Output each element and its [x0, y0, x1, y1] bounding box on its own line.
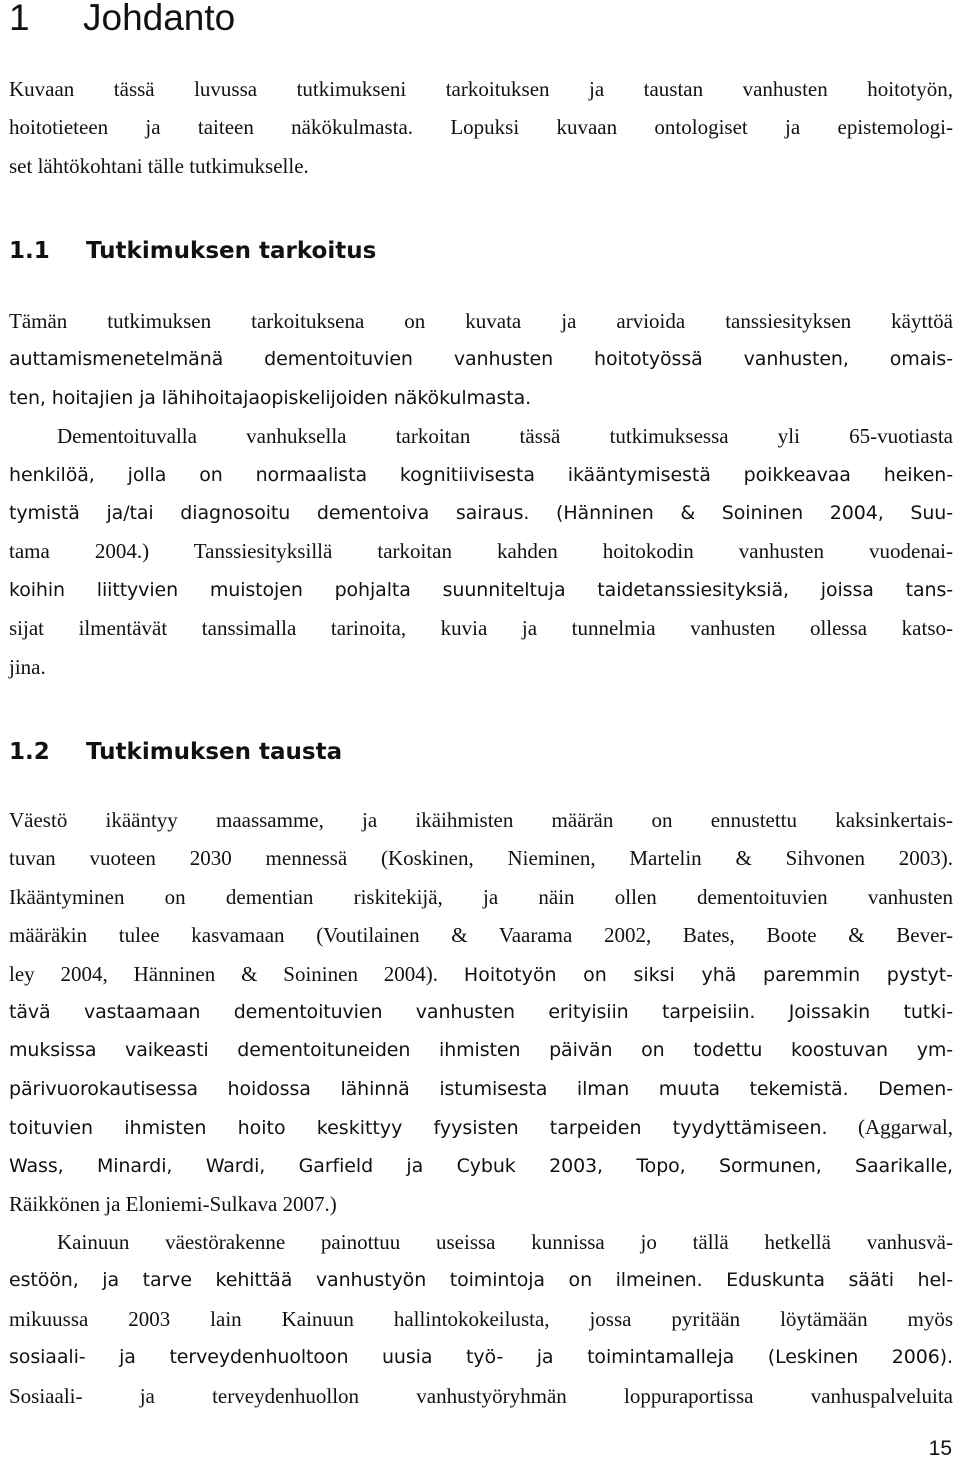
section-heading-1-1: [9, 236, 376, 266]
text-segment: Eduskunta sääti hel-: [726, 1269, 953, 1292]
chapter-title: Johdanto: [83, 0, 236, 38]
page-number: 15: [928, 1437, 952, 1460]
text-segment: (Aggarwal,: [857, 1115, 954, 1140]
background-paragraph-2: [9, 1223, 953, 1415]
text-line: Tämän tutkimuksen tarkoituksena on kuvata ja arvioida tanssiesityksen käyttöä: [9, 309, 953, 333]
text-line: Räikkönen ja Eloniemi-Sulkava 2007.): [9, 1191, 337, 1216]
text-line: auttamismenetelmänä dementoituvien vanhusten hoitotyössä vanhusten, omais-: [9, 348, 953, 371]
text-line: koihin liittyvien muistojen pohjalta suunniteltuja taidetanssiesityksiä, joissa tans-: [9, 578, 953, 601]
text-segment: ley 2004, Hänninen & Soininen 2004).: [9, 961, 439, 986]
text-line: [9, 1261, 953, 1299]
text-line: mikuussa 2003 lain Kainuun hallintokokeilusta, jossa pyritään löytämään myös: [9, 1306, 953, 1331]
chapter-number: 1: [9, 0, 30, 38]
text-line: [9, 993, 953, 1031]
text-line: set lähtökohtani tälle tutkimukselle.: [9, 153, 309, 178]
section-title: Tutkimuksen tausta: [86, 739, 343, 765]
text-line: [9, 1108, 953, 1146]
text-line: sosiaali- ja terveydenhuoltoon uusia työ- ja toimintamalleja (Leskinen 2006).: [9, 1346, 953, 1369]
text-segment: pärivuorokautisessa hoidossa lähinnä istumisesta ilman muuta tekemistä.: [9, 1077, 849, 1100]
text-line: henkilöä, jolla on normaalista kognitiivisesta ikääntymisestä poikkeavaa heiken-: [9, 463, 953, 486]
section-number: 1.2: [9, 739, 50, 765]
text-line: ten, hoitajien ja lähihoitajaopiskelijoiden näkökulmasta.: [9, 386, 532, 409]
text-segment: Joissakin tutki-: [788, 1000, 953, 1023]
text-line: Väestö ikääntyy maassamme, ja ikäihmisten määrän on ennustettu kaksinkertais-: [9, 808, 953, 832]
text-line: Dementoituvalla vanhuksella tarkoitan tässä tutkimuksessa yli 65-vuotiasta: [57, 424, 953, 449]
section-title: Tutkimuksen tarkoitus: [86, 238, 377, 264]
text-segment: Demen-: [878, 1077, 953, 1100]
chapter-heading: [9, 0, 235, 38]
text-segment: toituvien ihmisten hoito keskittyy fyysisten tarpeiden tyydyttämiseen.: [9, 1117, 828, 1140]
text-segment: Hoitotyön on siksi yhä paremmin pystyt-: [463, 963, 954, 986]
text-line: Kuvaan tässä luvussa tutkimukseni tarkoituksen ja taustan vanhusten hoitotyön,: [9, 77, 953, 101]
background-paragraph-1: [9, 801, 953, 1223]
text-line: Sosiaali- ja terveydenhuollon vanhustyöryhmän loppuraportissa vanhuspalveluita: [9, 1383, 953, 1408]
text-line: Ikääntyminen on dementian riskitekijä, ja näin ollen dementoituvien vanhusten: [9, 884, 953, 909]
text-line: tama 2004.) Tanssiesityksillä tarkoitan kahden hoitokodin vanhusten vuodenai-: [9, 539, 953, 564]
purpose-paragraph: [9, 302, 953, 686]
intro-paragraph: [9, 70, 953, 185]
text-line: jina.: [9, 654, 46, 679]
text-line: määräkin tulee kasvamaan (Voutilainen & Vaarama 2002, Bates, Boote & Bever-: [9, 923, 953, 948]
text-line: tuvan vuoteen 2030 mennessä (Koskinen, Nieminen, Martelin & Sihvonen 2003).: [9, 846, 953, 871]
text-segment: estöön, ja tarve kehittää vanhustyön toimintoja on ilmeinen.: [9, 1269, 703, 1292]
text-line: Wass, Minardi, Wardi, Garfield ja Cybuk 2003, Topo, Sormunen, Saarikalle,: [9, 1154, 953, 1177]
text-segment: tävä vastaamaan dementoituvien vanhusten erityisiin tarpeisiin.: [9, 1000, 756, 1023]
text-line: [9, 1070, 953, 1108]
text-line: Kainuun väestörakenne painottuu useissa kunnissa jo tällä hetkellä vanhusvä-: [57, 1230, 953, 1254]
text-line: muksissa vaikeasti dementoituneiden ihmisten päivän on todettu koostuvan ym-: [9, 1039, 953, 1062]
text-line: tymistä ja/tai diagnosoitu dementoiva sairaus. (Hänninen & Soininen 2004, Suu-: [9, 501, 953, 524]
text-line: [9, 955, 953, 993]
section-number: 1.1: [9, 238, 50, 264]
section-heading-1-2: [9, 737, 342, 767]
text-line: sijat ilmentävät tanssimalla tarinoita, kuvia ja tunnelmia vanhusten ollessa katso-: [9, 616, 953, 641]
text-line: hoitotieteen ja taiteen näkökulmasta. Lopuksi kuvaan ontologiset ja epistemologi-: [9, 115, 953, 140]
